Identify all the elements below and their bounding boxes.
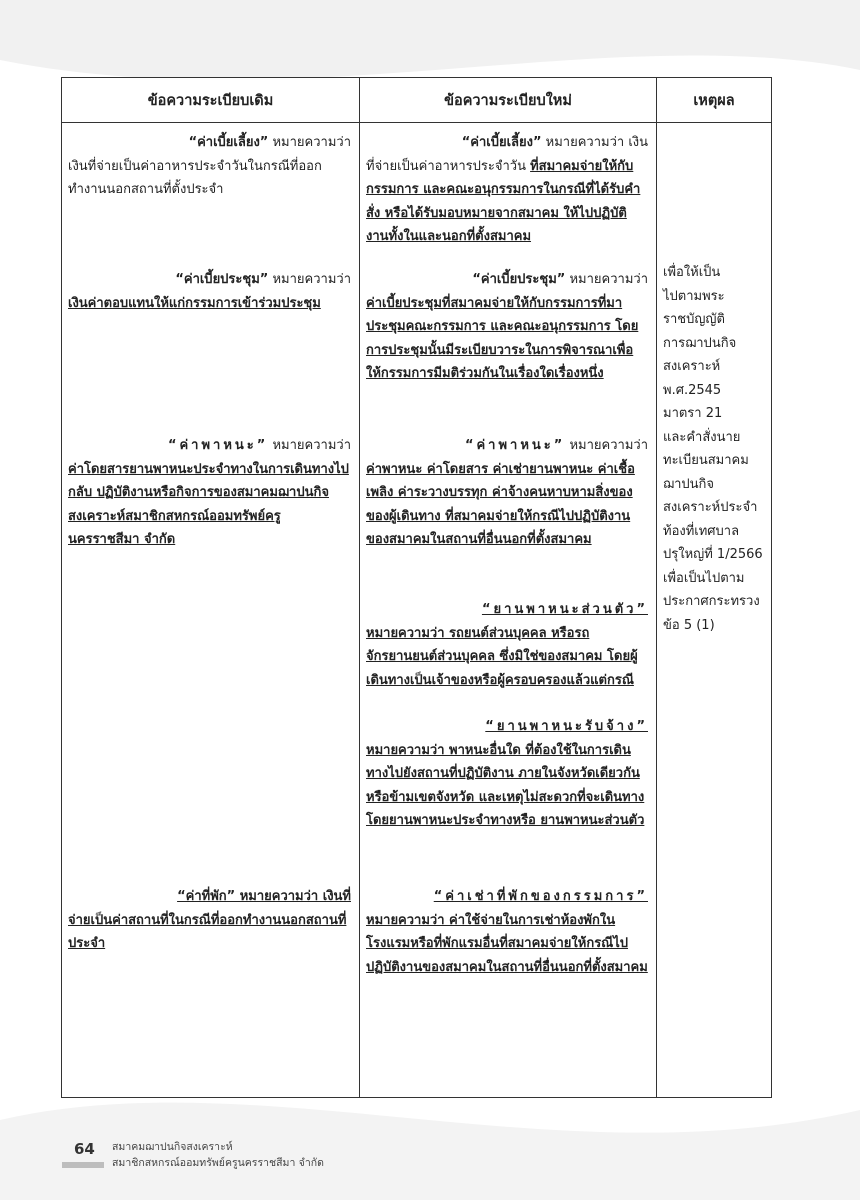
page-number-bar — [62, 1162, 104, 1168]
reason-line: ทะเบียนสมาคม — [663, 453, 749, 468]
reason-line: ราชบัญญัติ — [663, 312, 725, 327]
term-label: “ค่าเบี้ยประชุม” — [472, 272, 566, 287]
old-entry-vehicle — [68, 434, 351, 885]
new-entry-private-vehicle — [366, 598, 648, 715]
definition-text: ค่าโดยสารยานพาหนะประจำทางในการเดินทางไปกลับ ปฏิบัติงานหรือกิจการของสมาคมฌาปนกิจสงเคราะห์สมาชิกสหกรณ์ออมทรัพย์ครูนครราชสีมา จำกัด — [68, 461, 349, 547]
entry-lead: “ค่าที่พัก” หมายความว่า เงินที่ — [177, 889, 351, 904]
definition-text: จ่ายเป็นค่าสถานที่ในกรณีที่ออกทำงานนอกสถานที่ประจำ — [68, 912, 347, 951]
new-text-cell — [360, 123, 657, 1098]
entry-lead: “ยานพาหนะส่วนตัว” — [481, 602, 648, 617]
new-entry-allowance — [366, 131, 648, 268]
header-reason: เหตุผล — [657, 78, 772, 123]
reason-line: สงเคราะห์ — [663, 359, 721, 374]
table-header-row — [62, 78, 772, 123]
entry-lead — [68, 434, 351, 458]
reason-text — [663, 131, 763, 637]
entry-lead — [366, 434, 648, 458]
footer-org-name: สมาคมฌาปนกิจสงเคราะห์ — [112, 1141, 233, 1153]
reason-line: ฌาปนกิจ — [663, 476, 715, 492]
reason-line: ข้อ 5 (1) — [663, 617, 715, 633]
reason-line: เพื่อให้เป็น — [663, 265, 721, 280]
reason-line: ประกาศกระทรวง — [663, 594, 760, 609]
definition-text: ค่าเบี้ยประชุมที่สมาคมจ่ายให้กับกรรมการที่มาประชุมคณะกรรมการ และคณะอนุกรรมการ โดยการประชุมนั้นมีระเบียบวาระในการพิจารณาเพื่อให้กรรมการมีมติร่วมกันในเรื่องใดเรื่องหนึ่ง — [366, 295, 639, 381]
footer-org-subname: สมาชิกสหกรณ์ออมทรัพย์ครูนครราชสีมา จำกัด — [112, 1157, 324, 1169]
old-entry-meeting — [68, 268, 351, 434]
definition-text: หมายความว่า ค่าใช้จ่ายในการเช่าห้องพักในโรงแรมหรือที่พักแรมอื่นที่สมาคมจ่ายให้กรณีไปปฏิบัติงานของสมาคมในสถานที่อื่นนอกที่ตั้งสมาคม — [366, 912, 648, 975]
reason-line: ท้องที่เทศบาล — [663, 523, 740, 539]
term-meaning: หมายความว่า — [268, 272, 351, 287]
term-meaning: หมายความว่า เงิน — [541, 135, 648, 150]
definition-text: เงินที่จ่ายเป็นค่าอาหารประจำวันในกรณีที่ออกทำงานนอกสถานที่ตั้งประจำ — [68, 158, 322, 197]
term-label: “ค่าเบี้ยเลี้ยง” — [188, 135, 269, 150]
comparison-sheet — [61, 77, 770, 1098]
term-meaning: หมายความว่า — [565, 272, 648, 287]
reason-line: พ.ศ.2545 — [663, 382, 722, 398]
term-label: “ค่าเบี้ยเลี้ยง” — [461, 135, 542, 150]
entry-lead — [68, 268, 351, 292]
old-text-cell — [62, 123, 360, 1098]
reason-line: ไปตามพระ — [663, 288, 725, 304]
header-old-text: ข้อความระเบียบเดิม — [62, 78, 360, 123]
old-entry-lodging — [68, 885, 351, 956]
definition-text: เงินค่าตอบแทนให้แก่กรรมการเข้าร่วมประชุม — [68, 295, 321, 311]
page-footer — [62, 1136, 462, 1176]
reason-line: ปรุใหญ่ที่ 1/2566 — [663, 547, 763, 562]
entry-lead: “ค่าเช่าที่พักของกรรมการ” — [433, 889, 648, 904]
page-number: 64 — [74, 1140, 95, 1158]
term-meaning: หมายความว่า — [268, 135, 351, 150]
term-label: “ค่าพาหนะ” — [167, 438, 269, 453]
entry-lead — [68, 131, 351, 155]
entry-lead — [366, 131, 648, 155]
new-entry-vehicle — [366, 434, 648, 598]
header-new-text: ข้อความระเบียบใหม่ — [360, 78, 657, 123]
old-entry-allowance — [68, 131, 351, 268]
definition-text: หมายความว่า พาหนะอื่นใด ที่ต้องใช้ในการเดินทางไปยังสถานที่ปฏิบัติงาน ภายในจังหวัดเดียวกันหรือข้ามเขตจังหวัด และเหตุไม่สะดวกที่จะเดินทางโดยยานพาหนะประจำทางหรือ ยานพาหนะส่วนตัว — [366, 742, 645, 828]
new-entry-hired-vehicle — [366, 715, 648, 885]
term-meaning: หมายความว่า — [565, 438, 648, 453]
new-entry-meeting — [366, 268, 648, 434]
reason-cell — [657, 123, 772, 1098]
comparison-table — [61, 77, 772, 1098]
definition-text: หมายความว่า รถยนต์ส่วนบุคคล หรือรถจักรยานยนต์ส่วนบุคคล ซึ่งมิใช่ของสมาคม โดยผู้เดินทางเป็นเจ้าของหรือผู้ครอบครองแล้วแต่กรณี — [366, 625, 638, 688]
reason-line: เพื่อเป็นไปตาม — [663, 570, 745, 586]
reason-line: มาตรา 21 — [663, 406, 723, 421]
reason-line: การฌาปนกิจ — [663, 335, 737, 351]
reason-line: และคำสั่งนาย — [663, 429, 741, 445]
term-label: “ค่าพาหนะ” — [464, 438, 566, 453]
term-meaning: หมายความว่า — [268, 438, 351, 453]
table-body-row — [62, 123, 772, 1098]
entry-lead — [366, 268, 648, 292]
definition-plain: ที่จ่ายเป็นค่าอาหารประจำวัน — [366, 158, 531, 174]
term-label: “ค่าเบี้ยประชุม” — [175, 272, 269, 287]
reason-line: สงเคราะห์ประจำ — [663, 500, 758, 515]
entry-lead: “ยานพาหนะรับจ้าง” — [485, 719, 648, 734]
new-entry-lodging — [366, 885, 648, 979]
definition-text: ค่าพาหนะ ค่าโดยสาร ค่าเช่ายานพาหนะ ค่าเชื้อเพลิง ค่าระวางบรรทุก ค่าจ้างคนหาบหามสิ่งของของผู้เดินทาง ที่สมาคมจ่ายให้กรณีไปปฏิบัติงานของสมาคมในสถานที่อื่นนอกที่ตั้งสมาคม — [366, 461, 635, 547]
definition-text: ที่สมาคมจ่ายให้กับกรรมการ และคณะอนุกรรมการในกรณีที่ได้รับคำสั่ง หรือได้รับมอบหมายจากสมาคม ให้ไปปฏิบัติงานทั้งในและนอกที่ตั้งสมาคม — [366, 158, 641, 244]
